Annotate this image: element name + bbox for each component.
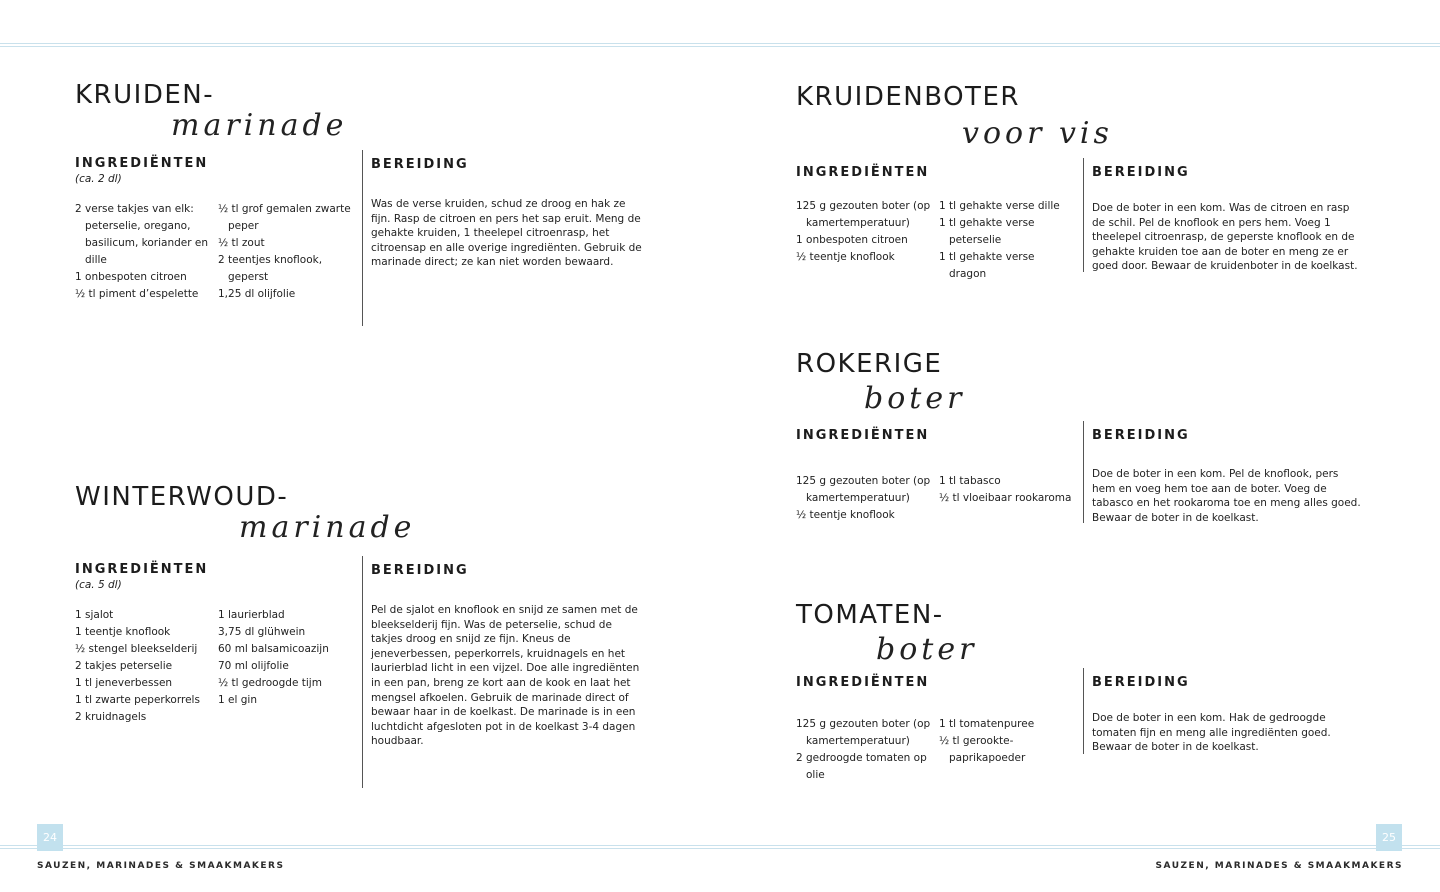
ingredient-item: 2 takjes peterselie (75, 660, 173, 672)
method-block (362, 556, 646, 788)
script-subtitle-wrap (75, 512, 675, 552)
ingredients-header-block (75, 562, 208, 591)
ingredients-header-block (75, 156, 208, 185)
yield: (ca. 5 dl) (75, 579, 122, 591)
ingredient-item: ½ tl zout (218, 237, 265, 249)
recipe-title: KRUIDEN- (75, 80, 215, 110)
ingredient-item: 1 onbespoten citroen (75, 271, 187, 283)
ingredient-item: 1 tl gehakte verse dragon (939, 251, 1035, 280)
ingredients-list-col1 (796, 716, 936, 784)
page-number-right: 25 (1376, 824, 1402, 851)
ingredients-list-col2 (939, 198, 1074, 283)
method-text: Was de verse kruiden, schud ze droog en hak ze fijn. Rasp de citroen en pers het sap eruit. Meng de gehakte kruiden, 1 theelepel citroenrasp, het citroensap en alle overige ingrediënten. Gebruik de marinade direct; ze kan niet worden bewaard. (371, 198, 642, 269)
ingredients-heading: INGREDIËNTEN (796, 165, 930, 180)
ingredient-item: 2 gedroogde tomaten op olie (796, 752, 927, 781)
method-heading: BEREIDING (1092, 165, 1190, 180)
recipe-winterwoudmarinade (75, 482, 675, 748)
ingredients-list-col2 (939, 473, 1074, 507)
script-subtitle-wrap (796, 112, 1396, 156)
ingredient-item: 1 laurierblad (218, 609, 285, 621)
ingredients-heading: INGREDIËNTEN (796, 675, 930, 690)
ingredient-item: dille (85, 254, 107, 266)
ingredient-item: 1 teentje knoflook (75, 626, 171, 638)
ingredient-item: 1,25 dl olijfolie (218, 288, 296, 300)
ingredients-list-col2 (218, 201, 353, 303)
method-heading: BEREIDING (1092, 428, 1190, 443)
ingredient-item: ½ tl gerookte-paprikapoeder (939, 735, 1026, 764)
method-block (362, 150, 646, 326)
recipe-tomatenboter (796, 600, 1396, 781)
ingredients-list-col1 (796, 473, 936, 524)
method-text: Pel de sjalot en knoflook en snijd ze samen met de bleekselderij fijn. Was de peterselie, schud de takjes droog en snijd ze fijn. Kneus de jeneverbessen, peperkorrels, kruidnagels en het laurierblad licht in een vijzel. Doe alle ingrediënten in een pan, breng ze kort aan de kook en laat het mengsel afkoelen. Gebruik de marinade direct of bewaar haar in de koelkast. De marinade is in een luchtdicht afgesloten pot in de koelkast 3-4 dagen houdbaar. (371, 604, 640, 748)
ingredients-heading: INGREDIËNTEN (75, 562, 209, 577)
recipe-title: WINTERWOUD- (75, 482, 289, 512)
ingredient-item: 1 tl tabasco (939, 475, 1001, 487)
footer-right: SAUZEN, MARINADES & SMAAKMAKERS (1155, 861, 1403, 871)
page-number-left: 24 (37, 824, 63, 851)
ingredients-heading: INGREDIËNTEN (796, 428, 930, 443)
ingredient-item: 1 sjalot (75, 609, 114, 621)
ingredient-item: 1 tl jeneverbessen (75, 677, 173, 689)
method-heading: BEREIDING (1092, 675, 1190, 690)
ingredient-item: peterselie, oregano, (85, 220, 191, 232)
ingredient-item: ½ teentje knoflook (796, 251, 895, 263)
ingredient-item: 125 g gezouten boter (op kamertemperatuur) (796, 475, 931, 504)
method-block (1083, 668, 1362, 754)
ingredients-list-col2 (939, 716, 1074, 767)
ingredient-item: ½ teentje knoflook (796, 509, 895, 521)
recipe-script-subtitle: marinade (171, 108, 348, 143)
ingredient-item: ½ tl gedroogde tijm (218, 677, 322, 689)
ingredient-item: 1 tl zwarte peperkorrels (75, 694, 200, 706)
ingredient-item: 2 teentjes knoflook, geperst (218, 254, 323, 283)
recipe-title: TOMATEN- (796, 600, 944, 630)
recipe-title: ROKERIGE (796, 349, 943, 379)
ingredients-list-col1 (75, 201, 215, 303)
ingredients-list-col1 (796, 198, 936, 266)
ingredient-item: 125 g gezouten boter (op kamertemperatuur) (796, 200, 931, 229)
ingredient-item: basilicum, koriander en (85, 237, 209, 249)
footer-left: SAUZEN, MARINADES & SMAAKMAKERS (37, 861, 285, 871)
recipe-script-subtitle: boter (876, 632, 978, 667)
ingredient-item: 70 ml olijfolie (218, 660, 289, 672)
method-text: Doe de boter in een kom. Pel de knoflook, pers hem en voeg hem toe aan de boter. Voeg de tabasco en het rookaroma toe en meng alles goed. Bewaar de boter in de koelkast. (1092, 468, 1361, 524)
recipe-title: KRUIDENBOTER (796, 82, 1020, 112)
recipe-script-subtitle: boter (864, 381, 966, 416)
method-heading: BEREIDING (371, 157, 469, 172)
ingredients-list-col2 (218, 607, 353, 709)
bottom-rule (0, 845, 1440, 849)
ingredient-item: 60 ml balsamicoazijn (218, 643, 329, 655)
ingredient-item: 2 verse takjes van elk: (75, 203, 194, 215)
top-rule (0, 43, 1440, 47)
method-text: Doe de boter in een kom. Was de citroen en rasp de schil. Pel de knoflook en pers hem. Voeg 1 theelepel citroenrasp, de geperste knoflook en de gehakte kruiden toe aan de boter en meng ze er goed door. Bewaar de kruidenboter in de koelkast. (1092, 202, 1358, 273)
recipe-rokerige-boter (796, 349, 1396, 524)
ingredients-heading: INGREDIËNTEN (75, 156, 209, 171)
ingredient-item: ½ tl grof gemalen zwarte peper (218, 203, 351, 232)
ingredient-item: 1 tl tomatenpuree (939, 718, 1035, 730)
ingredient-item: 125 g gezouten boter (op kamertemperatuur) (796, 718, 931, 747)
recipe-kruidenmarinade (75, 80, 675, 300)
recipe-script-subtitle: marinade (239, 510, 416, 545)
ingredient-item: ½ tl vloeibaar rookaroma (939, 492, 1072, 504)
ingredient-item: ½ stengel bleekselderij (75, 643, 198, 655)
ingredient-item: 3,75 dl glühwein (218, 626, 306, 638)
script-subtitle-wrap (75, 110, 675, 150)
ingredient-item: 1 tl gehakte verse peterselie (939, 217, 1035, 246)
ingredient-item: ½ tl piment d’espelette (75, 288, 199, 300)
method-heading: BEREIDING (371, 563, 469, 578)
method-block (1083, 158, 1362, 272)
yield: (ca. 2 dl) (75, 173, 122, 185)
recipe-script-subtitle: voor vis (962, 116, 1113, 151)
ingredient-item: 2 kruidnagels (75, 711, 147, 723)
ingredient-item: 1 onbespoten citroen (796, 234, 908, 246)
method-text: Doe de boter in een kom. Hak de gedroogde tomaten fijn en meng alle ingrediënten goed. Bewaar de boter in de koelkast. (1092, 712, 1331, 754)
method-block (1083, 421, 1362, 523)
ingredient-item: 1 tl gehakte verse dille (939, 200, 1060, 212)
recipe-kruidenboter-voor-vis (796, 82, 1396, 280)
script-subtitle-wrap (796, 379, 1396, 423)
ingredient-item: 1 el gin (218, 694, 257, 706)
ingredients-list-col1 (75, 607, 215, 726)
